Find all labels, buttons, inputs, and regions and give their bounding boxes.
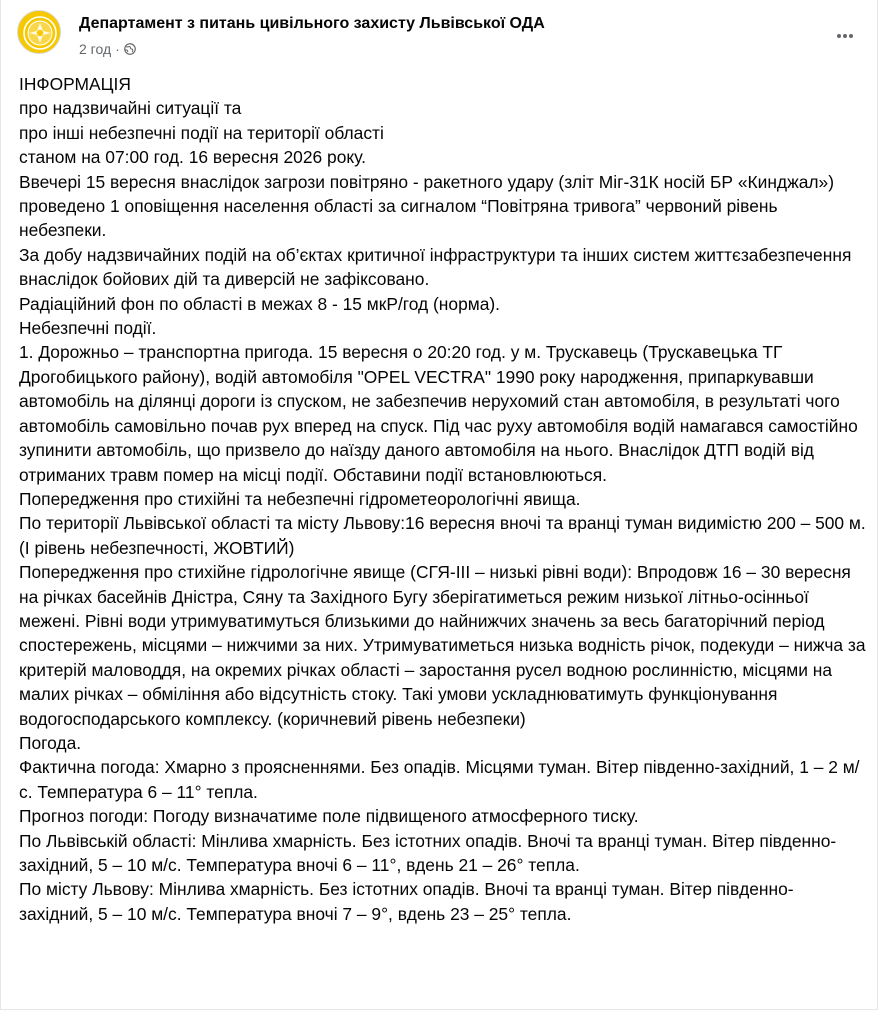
globe-icon[interactable] (124, 43, 136, 55)
post-paragraph-actual-weather: Фактична погода: Хмарно з проясненнями. Без опадів. Місцями туман. Вітер південно-західний, 1 – 2 м/с. Температура 6 – 11° тепла. (19, 757, 860, 802)
page-name-link[interactable]: Департамент з питань цивільного захисту Львівської ОДА (79, 15, 545, 32)
post-line-subtitle-1: про надзвичайні ситуації та (19, 98, 242, 119)
post-meta (79, 40, 136, 58)
meta-separator: · (115, 41, 120, 57)
page-avatar[interactable] (17, 10, 61, 54)
post-paragraph-fog-warning: По території Львівської області та місту Львову:16 вересня вночі та вранці туман видимістю 200 – 500 м. (І рівень небезпечності, ЖОВТИЙ) (19, 513, 866, 558)
post-paragraph-city-forecast: По місту Львову: Мінлива хмарність. Без істотних опадів. Вночі та вранці туман. Вітер південно-західний, 5 – 10 м/с. Температура вночі 7 – 9°, вдень 23 – 25° тепла. (19, 879, 794, 924)
more-options-button[interactable] (827, 18, 863, 54)
post-paragraph-traffic-accident: 1. Дорожньо – транспортна пригода. 15 вересня о 20:20 год. у м. Трускавець (Трускавецька ТГ Дрогобицького району), водій автомобіля "OPEL VECTRA" 1990 року народження, припаркувавши автомобіль на ділянці дороги із спуском, не забезпечив нерухомий стан автомобіля, в результаті чого автомобіль самовільно почав рух вперед на спуск. Під час руху автомобіля водій намагався самостійно зупинити автомобіль, що призвело до наїзду даного автомобіля на нього. Внаслідок ДТП водій від отриманих травм помер на місці події. Обставини події встановлюються. (19, 342, 858, 485)
post-header (1, 0, 878, 70)
post-message (19, 72, 867, 926)
post-timestamp[interactable]: 2 год (79, 41, 112, 57)
post-paragraph-region-forecast: По Львівській області: Мінлива хмарність. Без істотних опадів. Вночі та вранці туман. Вітер південно-західний, 5 – 10 м/с. Температура вночі 6 – 11°, вдень 21 – 26° тепла. (19, 830, 837, 875)
post-heading-weather: Погода. (19, 732, 82, 753)
post-heading-warnings: Попередження про стихійні та небезпечні гідрометеорологічні явища. (19, 488, 581, 509)
post-line-title: ІНФОРМАЦІЯ (19, 74, 131, 94)
post-paragraph-infrastructure: За добу надзвичайних подій на об’єктах критичної інфраструктури та інших систем життєзабезпечення внаслідок бойових дій та диверсій не зафіксовано. (19, 244, 852, 290)
more-dots-icon (835, 26, 855, 46)
civil-protection-emblem-icon (18, 11, 61, 54)
post-paragraph-radiation: Радіаційний фон по області в межах 8 - 15 мкР/год (норма). (19, 293, 500, 314)
post-paragraph-hydrological-warning: Попередження про стихійне гідрологічне явище (СГЯ-ІІІ – низькі рівні води): Впродовж 16 – 30 вересня на річках басейнів Дністра, Сяну та Західного Бугу зберігатиметься режим низької літньо-осінньої межені. Рівні води утримуватимуться близькими до найнижчих значень за весь багаторічний період спостережень, місцями – нижчими за них. Утримуватиметься низька водність річок, подекуди – нижча за критерій маловоддя, на окремих річках області – заростання русел водною рослинністю, місцями на малих річках – обміління або відсутність стоку. Такі умови ускладнюватимуть функціонування водогосподарського комплексу. (коричневий рівень небезпеки) (19, 562, 866, 729)
post-line-date: станом на 07:00 год. 16 вересня 2026 року. (19, 147, 366, 168)
post-paragraph-forecast: Прогноз погоди: Погоду визначатиме поле підвищеного атмосферного тиску. (19, 806, 639, 827)
post-heading-dangerous-events: Небезпечні події. (19, 318, 157, 339)
post-paragraph-air-alert: Ввечері 15 вересня внаслідок загрози повітряно - ракетного удару (зліт Міг-31К носій БР «Кинджал») проведено 1 оповіщення населення області за сигналом “Повітряна тривога” червоний рівень небезпеки. (19, 171, 834, 241)
post-line-subtitle-2: про інші небезпечні події на території області (19, 122, 384, 143)
